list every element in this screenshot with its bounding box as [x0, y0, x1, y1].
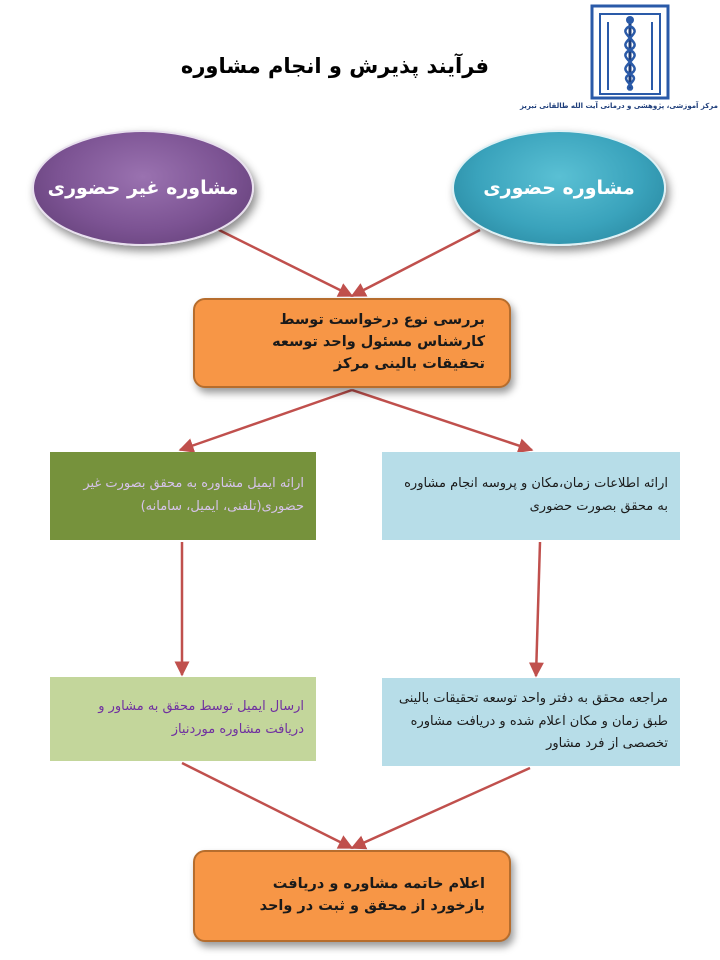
final-notice-text: اعلام خاتمه مشاوره و دریافت بازخورد از محقق و ثبت در واحد	[259, 876, 485, 914]
inperson-visit-node	[382, 678, 680, 766]
final-notice-node	[193, 850, 511, 942]
review-request-node	[193, 298, 511, 388]
inperson-consultation-label: مشاوره حضوری	[483, 177, 635, 199]
arrow-visit-to-final	[352, 768, 530, 848]
online-consultation-label: مشاوره غیر حضوری	[47, 177, 239, 199]
arrow-email-to-final	[182, 763, 352, 848]
arrow-review-to-inperson-info	[352, 390, 532, 450]
arrow-review-to-online-info	[180, 390, 352, 450]
review-request-text: بررسی نوع درخواست توسط کارشناس مسئول واحد توسعه تحقیقات بالینی مرکز	[272, 312, 485, 372]
inperson-consultation-node	[452, 130, 666, 246]
logo-caption: مرکز آموزشی، پژوهشی و درمانی آیت الله طالقانی تبریز	[519, 102, 718, 110]
online-info-text: ارائه ایمیل مشاوره به محقق بصورت غیر حضوری(تلفنی، ایمیل، سامانه)	[83, 476, 304, 514]
page-title: فرآیند پذیرش و انجام مشاوره	[180, 54, 490, 78]
arrow-online-to-review	[215, 228, 352, 296]
arrow-inperson-to-review	[352, 230, 480, 296]
online-info-node	[50, 452, 316, 540]
online-consultation-node	[32, 130, 254, 246]
inperson-info-node	[382, 452, 680, 540]
arrow-inperson-info-to-visit	[536, 542, 540, 676]
inperson-visit-text: مراجعه محقق به دفتر واحد توسعه تحقیقات بالینی طبق زمان و مکان اعلام شده و دریافت مشاوره تخصصی از فرد مشاور	[398, 690, 668, 752]
inperson-info-text: ارائه اطلاعات زمان،مکان و پروسه انجام مشاوره به محقق بصورت حضوری	[404, 476, 668, 514]
online-email-text: ارسال ایمیل توسط محقق به مشاور و دریافت مشاوره موردنیاز	[98, 699, 304, 737]
online-email-node	[50, 677, 316, 761]
